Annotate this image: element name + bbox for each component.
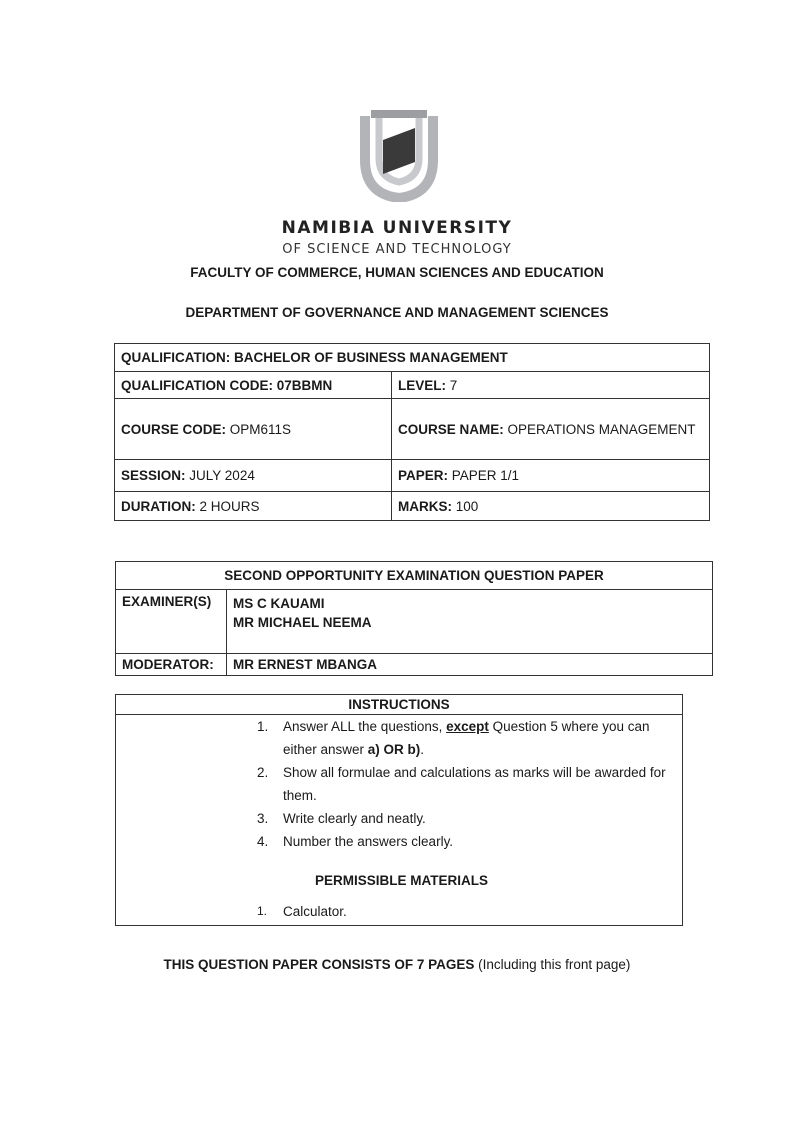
page-count-note: THIS QUESTION PAPER CONSISTS OF 7 PAGES (Including this front page) xyxy=(163,957,631,972)
instruction-item: 2. Show all formulae and calculations as marks will be awarded for them. xyxy=(257,765,666,803)
university-subtitle: OF SCIENCE AND TECHNOLOGY xyxy=(282,242,512,257)
examiner-names xyxy=(227,590,713,654)
instructions-title: INSTRUCTIONS xyxy=(116,695,683,715)
course-code-cell: COURSE CODE: OPM611S xyxy=(115,399,392,460)
exam-title: SECOND OPPORTUNITY EXAMINATION QUESTION PAPER xyxy=(116,562,713,590)
instructions-body xyxy=(116,715,683,926)
examiner-table xyxy=(115,561,713,676)
examiner-name: MS C KAUAMI xyxy=(233,596,325,611)
qualification-code-cell: QUALIFICATION CODE: 07BBMN xyxy=(115,372,392,399)
examiner-name: MR MICHAEL NEEMA xyxy=(233,615,372,630)
instruction-item: 4. Number the answers clearly. xyxy=(257,834,454,849)
instructions-table xyxy=(115,694,683,926)
material-item: 1. Calculator. xyxy=(257,904,347,919)
qualification-cell: QUALIFICATION: BACHELOR OF BUSINESS MANAGEMENT xyxy=(115,344,710,372)
instruction-item: 1. Answer ALL the questions, except Question 5 where you can either answer a) OR b). xyxy=(257,719,650,757)
course-details-table xyxy=(114,343,710,521)
moderator-label: MODERATOR: xyxy=(116,654,227,676)
university-name: NAMIBIA UNIVERSITY xyxy=(281,218,513,238)
instruction-item: 3. Write clearly and neatly. xyxy=(257,811,426,826)
marks-cell: MARKS: 100 xyxy=(392,492,710,521)
course-name-cell: COURSE NAME: OPERATIONS MANAGEMENT xyxy=(392,399,710,460)
materials-title: PERMISSIBLE MATERIALS xyxy=(315,873,489,888)
faculty-title: FACULTY OF COMMERCE, HUMAN SCIENCES AND EDUCATION xyxy=(190,265,604,280)
paper-cell: PAPER: PAPER 1/1 xyxy=(392,460,710,492)
university-logo-icon xyxy=(357,110,441,202)
moderator-name: MR ERNEST MBANGA xyxy=(227,654,713,676)
level-cell: LEVEL: 7 xyxy=(392,372,710,399)
duration-cell: DURATION: 2 HOURS xyxy=(115,492,392,521)
session-cell: SESSION: JULY 2024 xyxy=(115,460,392,492)
examiner-label: EXAMINER(S) xyxy=(116,590,227,654)
department-title: DEPARTMENT OF GOVERNANCE AND MANAGEMENT SCIENCES xyxy=(185,305,609,320)
instructions-list xyxy=(257,715,677,853)
materials-list xyxy=(257,900,677,923)
